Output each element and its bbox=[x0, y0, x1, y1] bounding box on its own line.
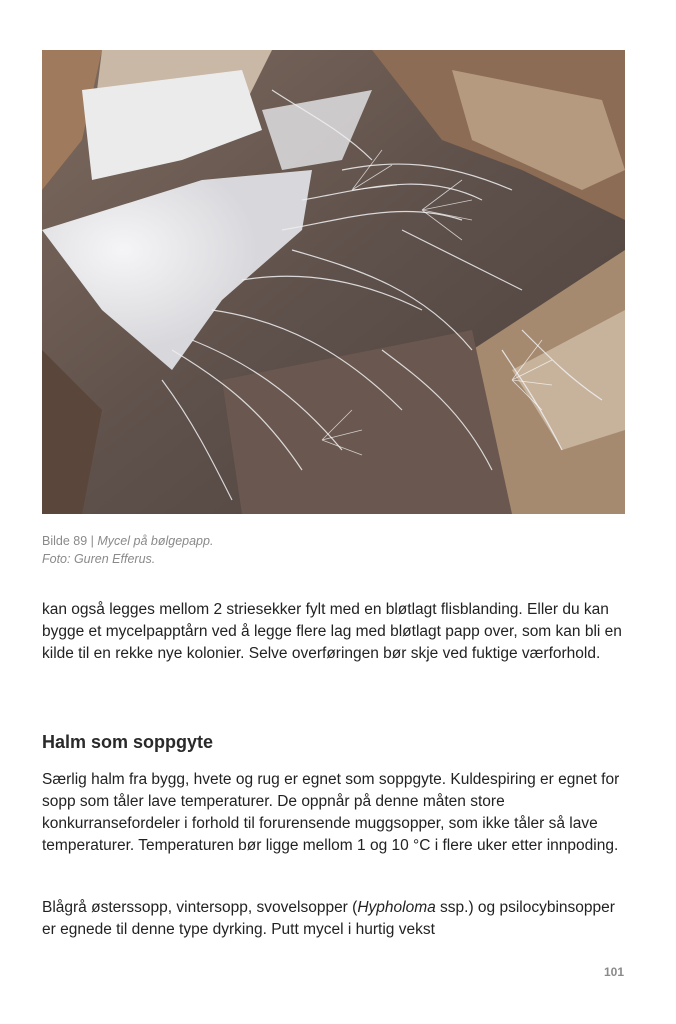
p3-genus-italic: Hypholoma bbox=[357, 899, 436, 916]
paragraph-straw: Særlig halm fra bygg, hvete og rug er egnet som soppgyte. Kuldespiring er egnet for sopp som tåler lave temperaturer. De oppnår på denne måten store konkurransefordeler i forhold til forurensende muggsopper, som ikke tåler så lave temperaturer. Temperaturen bør ligge mellom 1 og 10 °C i flere uker etter innpoding. bbox=[42, 771, 620, 854]
caption-credit: Foto: Guren Efferus. bbox=[42, 552, 156, 566]
mycelium-photo bbox=[42, 50, 625, 514]
p3-text-after: ssp.) og psilocybinsopper er egnede til denne type dyrking. Putt mycel i hurtig vekst bbox=[42, 899, 615, 938]
caption-separator: | bbox=[87, 534, 98, 548]
page-number: 101 bbox=[603, 965, 624, 979]
photo-illustration bbox=[42, 50, 625, 514]
caption-line-1 bbox=[42, 532, 625, 550]
paragraph-species bbox=[42, 897, 632, 941]
section-heading: Halm som soppgyte bbox=[42, 732, 214, 752]
photo-caption bbox=[42, 532, 625, 568]
caption-title: Mycel på bølgepapp. bbox=[97, 534, 214, 548]
paragraph-intro: kan også legges mellom 2 striesekker fylt med en bløtlagt flisblanding. Eller du kan bygge et mycelpapptårn ved å legge flere lag med bløtlagt papp over, som kan bli en kilde til en rekke nye kolonier. Selve overføringen bør skje ved fuktige værforhold. bbox=[42, 601, 622, 662]
p3-text-before: Blågrå østerssopp, vintersopp, svovelsopper ( bbox=[42, 899, 358, 916]
caption-label: Bilde 89 bbox=[42, 534, 88, 548]
